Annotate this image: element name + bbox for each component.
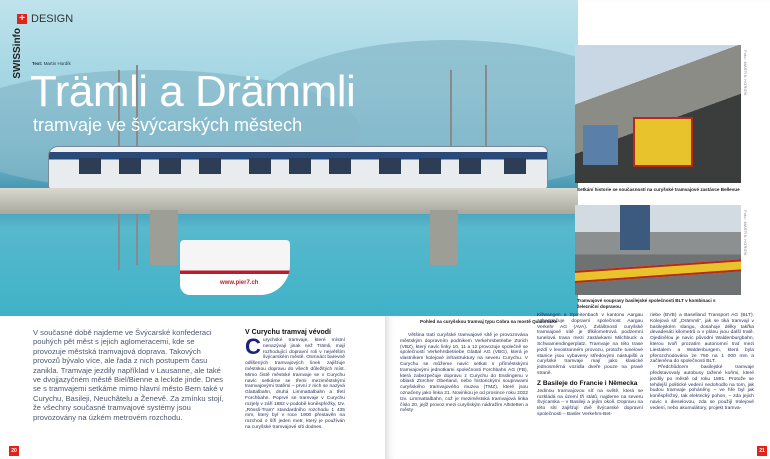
photo2-credit: Foto: MARTIN HORDÍK [743,210,747,256]
column-4-text: riebe (BVB) a Baselland Transport AG (BLT). Kolejová síť „Drämmli“, jak se tiká tramvají v basilejském slangu, dosahuje délky takřka devadesáti kilometrů a v plánu jsou další tratě. Ojedinělou je navíc původní Waldenburgbahn, kterou tvoří prozatím autonomní trať mezi Liestalem a Waldenburgem, která byla přerozchodována ze 750 na 1 000 mm a začleněna do společnosti BLT. [650,313,754,365]
article-title: Trämli a Drämmli [30,67,356,116]
column-4 [650,313,754,412]
heading-basel: Z Basileje do Francie i Německa [537,379,638,387]
column-1 [245,329,345,431]
dropcap: C [245,334,261,359]
byline-label: Text: [32,61,43,66]
photo-basel-blt [575,205,741,295]
column-1-text: urychské tramvaje, které místní nenazývají jinak než Trämli, mají rozhodující dopravní roli v největším švýcarském městě. Osmnáct barevně odlišených tramvajových linek zajišťuje městskou dopravu do všech důležitých míst. Mimo čistě městské tramvaje se v Curychu navíc setkáme se třemi meziměstskými tramvajovými tratěmi – první z nich se nazývá Glattalbahn, druhá Limmattalbahn a třetí Forchbahn. Poprvé se tramvaje v Curychu rozjely v září 1882 v podobě koněspřežky, tzv. „Rössli-Tram“ standardního rozchodu 1 435 mm, který byl v roce 1900 přestavěn na rozchod o šíři jeden metr, který je používán na curyšské tramvajové síti dodnes. [245,338,345,430]
photo1-caption: Setkání historie se současností na curyšské tramvajové zastávce Bellevue [577,187,740,192]
photo2-caption: Tramvajové soupravy basilejské společnosti BLT v kombinaci s železniční dopravou [577,298,716,309]
article-subtitle: tramvaje ve švýcarských městech [33,115,303,135]
column-3-text: Killwangen a Spreitenbach v kantonu Aargau zabezpečuje dopravní společnost Aargau Verkehr AG (AVA). Zvláštností curyšské tramvajové sítě je třikilometrová podzemní tunelová trasa mezi zastávkami Milchbuck a Schwamendingerplatz. Tramvaje na této trase jezdí v levostranném provozu, protože tunelové stanice jsou vybaveny středovými nástupišti a curyšské tramvaje mají jako klasické jednosměrná vozidla dveře pouze na pravé straně. [537,313,643,376]
page-number-right: 21 [757,446,767,456]
column-3 [537,313,643,418]
boat-image [180,240,290,295]
page-number-left: 20 [9,446,19,456]
tram-image [48,146,548,190]
photo1-credit: Foto: MARTIN HORDÍK [743,50,747,96]
magazine-logo: SWISSinfo [12,28,23,79]
hero-caption: Pohled na curyšskou tramvaj typu Cobra na mostě Quaibrücke [420,319,558,324]
section-header [17,13,73,25]
heading-zurich: V Curychu tramvaj vévodí [245,329,331,336]
column-3-text2: Jedinou tramvajovou síť na světě, která se rozkládá na území tří států, najdeme na severu Švýcarska – v Basileji a jejím okolí. Dopravu na této síti zajišťují dvě švýcarské dopravní společnosti – Basler Verkehrs-Bet- [537,388,643,417]
byline-author: Martin Hordík [43,61,71,66]
swiss-flag-icon: + [17,14,27,24]
column-2: Většina tratí curyšské tramvajové sítě je provozována městským dopravním podnikem Verkehrsbetriebe Zürich (VBZ), který navíc linky 10, 11 a 12 provozuje společně se společností Verkehrsbetriebe Glattal AG (VBG), která je vlastníkem kolejové infrastruktury na severu Curychu. V Curychu se můžeme navíc setkat s příměstskými tramvajovými jednotkami společnosti Forchbahn AG (FB), která zabezpečuje dopravu z Curychu do Esslingenu v oblasti Zürcher Oberland, nebo historickými soupravami curyšského tramvajového muzea (TMZ), které jsou označeny jako linka 21. Novinkou je od prosince roku 2022 tzv. Limmattalbahn, což je meziměstská tramvajová linka číslo 20, jejíž provoz mezi curyšským nádražím Altstetten a městy [400,333,528,414]
photo-bellevue [575,45,741,183]
boat-text: www.pier7.ch [220,280,259,286]
column-4-text2: Předchůdcem basilejské tramvaje představovaly autobusy tažené koňmi, které jezdily po městě od roku 1881. Protože se tehdejší politické vedení nedohodlo na tom, jak budou tramvaje poháněny – ve hře byl jak koněspřežný, tak elektrický pohon, – zda jejich navíc s dieselovou, zda se použijí trolejové vedení, nebo akumulátory, projekt tramva- [650,365,754,411]
section-label: DESIGN [31,13,74,25]
intro-text: V současné době najdeme ve Švýcarské konfederaci pouhých pět měst s jejich aglomeracemi, kde se provozuje městská tramvajová doprava. Takových provozů bývalo více, ale řada z nich postupem času zanikla. Tramvaje jezdily například v Lausanne, ale také ve dvojjazyčném městě Biel/Bienne a leckde jinde. Dnes se s tramvajemi setkáme mimo hlavní město Bern také v Curychu, Basileji, Neuchâtelu a Ženevě. Za zmínku stojí, že všechny současné tramvajové systémy jsou provozovány na úzkém metrovém rozchodu. [33,328,224,422]
